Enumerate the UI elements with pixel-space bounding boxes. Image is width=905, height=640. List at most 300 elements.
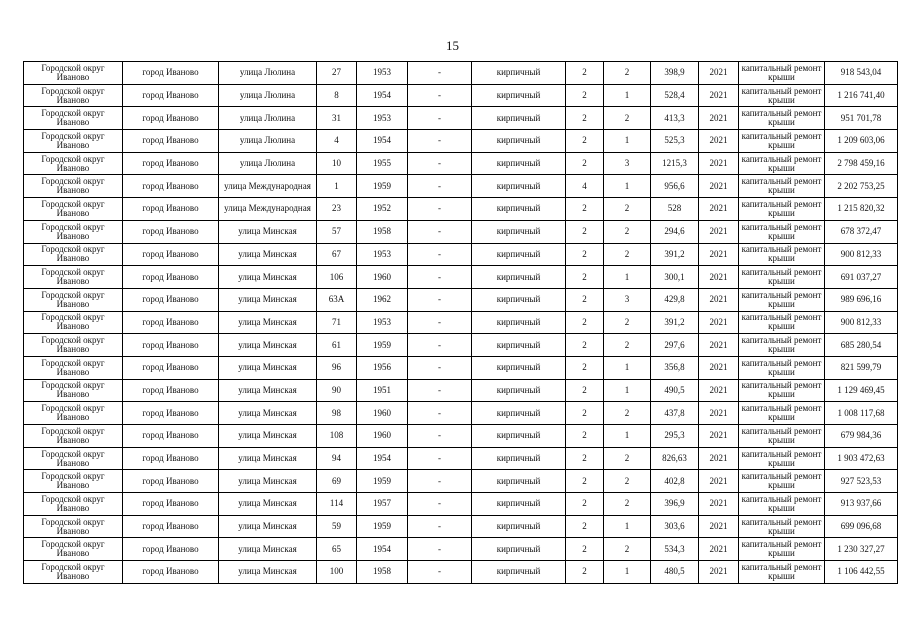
entrances-cell: 1	[604, 175, 651, 198]
empty-marker-cell: -	[408, 288, 472, 311]
street-cell: улица Люлина	[219, 62, 317, 85]
wall-material-cell: кирпичный	[472, 311, 566, 334]
plan-year-cell: 2021	[699, 561, 739, 584]
municipality-cell: Городской округ Иваново	[24, 62, 123, 85]
plan-year-cell: 2021	[699, 220, 739, 243]
floors-cell: 2	[566, 425, 604, 448]
empty-marker-cell: -	[408, 198, 472, 221]
street-cell: улица Люлина	[219, 152, 317, 175]
house-number-cell: 114	[317, 493, 357, 516]
build-year-cell: 1957	[357, 493, 408, 516]
work-type-cell: капитальный ремонт крыши	[739, 561, 825, 584]
table-row	[24, 175, 898, 198]
city-cell: город Иваново	[123, 561, 219, 584]
entrances-cell: 3	[604, 152, 651, 175]
work-type-cell: капитальный ремонт крыши	[739, 334, 825, 357]
cost-cell: 951 701,78	[825, 107, 898, 130]
municipality-cell: Городской округ Иваново	[24, 334, 123, 357]
floors-cell: 2	[566, 561, 604, 584]
table-row	[24, 243, 898, 266]
street-cell: улица Минская	[219, 356, 317, 379]
floors-cell: 2	[566, 220, 604, 243]
build-year-cell: 1962	[357, 288, 408, 311]
floors-cell: 2	[566, 538, 604, 561]
build-year-cell: 1959	[357, 470, 408, 493]
city-cell: город Иваново	[123, 538, 219, 561]
plan-year-cell: 2021	[699, 266, 739, 289]
cost-cell: 1 230 327,27	[825, 538, 898, 561]
street-cell: улица Международная	[219, 198, 317, 221]
area-cell: 490,5	[651, 379, 699, 402]
entrances-cell: 2	[604, 334, 651, 357]
cost-cell: 913 937,66	[825, 493, 898, 516]
cost-cell: 2 798 459,16	[825, 152, 898, 175]
table-row	[24, 515, 898, 538]
build-year-cell: 1954	[357, 130, 408, 153]
house-number-cell: 65	[317, 538, 357, 561]
cost-cell: 679 984,36	[825, 425, 898, 448]
wall-material-cell: кирпичный	[472, 243, 566, 266]
floors-cell: 2	[566, 379, 604, 402]
build-year-cell: 1959	[357, 334, 408, 357]
work-type-cell: капитальный ремонт крыши	[739, 311, 825, 334]
house-number-cell: 23	[317, 198, 357, 221]
table-row	[24, 334, 898, 357]
area-cell: 429,8	[651, 288, 699, 311]
build-year-cell: 1959	[357, 175, 408, 198]
cost-cell: 821 599,79	[825, 356, 898, 379]
municipality-cell: Городской округ Иваново	[24, 561, 123, 584]
wall-material-cell: кирпичный	[472, 198, 566, 221]
work-type-cell: капитальный ремонт крыши	[739, 447, 825, 470]
street-cell: улица Минская	[219, 266, 317, 289]
table-row	[24, 220, 898, 243]
empty-marker-cell: -	[408, 62, 472, 85]
area-cell: 356,8	[651, 356, 699, 379]
street-cell: улица Минская	[219, 220, 317, 243]
area-cell: 826,63	[651, 447, 699, 470]
empty-marker-cell: -	[408, 311, 472, 334]
street-cell: улица Минская	[219, 470, 317, 493]
street-cell: улица Минская	[219, 515, 317, 538]
house-number-cell: 96	[317, 356, 357, 379]
wall-material-cell: кирпичный	[472, 425, 566, 448]
empty-marker-cell: -	[408, 220, 472, 243]
cost-cell: 699 096,68	[825, 515, 898, 538]
municipality-cell: Городской округ Иваново	[24, 425, 123, 448]
street-cell: улица Минская	[219, 288, 317, 311]
street-cell: улица Минская	[219, 425, 317, 448]
cost-cell: 1 903 472,63	[825, 447, 898, 470]
entrances-cell: 2	[604, 107, 651, 130]
work-type-cell: капитальный ремонт крыши	[739, 425, 825, 448]
entrances-cell: 2	[604, 243, 651, 266]
city-cell: город Иваново	[123, 356, 219, 379]
street-cell: улица Минская	[219, 402, 317, 425]
plan-year-cell: 2021	[699, 243, 739, 266]
entrances-cell: 2	[604, 538, 651, 561]
municipality-cell: Городской округ Иваново	[24, 447, 123, 470]
municipality-cell: Городской округ Иваново	[24, 288, 123, 311]
area-cell: 437,8	[651, 402, 699, 425]
wall-material-cell: кирпичный	[472, 402, 566, 425]
entrances-cell: 1	[604, 561, 651, 584]
street-cell: улица Минская	[219, 311, 317, 334]
entrances-cell: 1	[604, 515, 651, 538]
street-cell: улица Международная	[219, 175, 317, 198]
street-cell: улица Минская	[219, 561, 317, 584]
empty-marker-cell: -	[408, 84, 472, 107]
empty-marker-cell: -	[408, 425, 472, 448]
build-year-cell: 1953	[357, 62, 408, 85]
street-cell: улица Минская	[219, 334, 317, 357]
empty-marker-cell: -	[408, 447, 472, 470]
build-year-cell: 1959	[357, 515, 408, 538]
street-cell: улица Люлина	[219, 84, 317, 107]
city-cell: город Иваново	[123, 334, 219, 357]
house-number-cell: 27	[317, 62, 357, 85]
area-cell: 398,9	[651, 62, 699, 85]
area-cell: 391,2	[651, 243, 699, 266]
table-row	[24, 266, 898, 289]
floors-cell: 2	[566, 493, 604, 516]
house-number-cell: 4	[317, 130, 357, 153]
area-cell: 1215,3	[651, 152, 699, 175]
table-row	[24, 84, 898, 107]
wall-material-cell: кирпичный	[472, 334, 566, 357]
building-registry-table	[23, 61, 898, 584]
plan-year-cell: 2021	[699, 311, 739, 334]
wall-material-cell: кирпичный	[472, 130, 566, 153]
entrances-cell: 3	[604, 288, 651, 311]
house-number-cell: 8	[317, 84, 357, 107]
cost-cell: 685 280,54	[825, 334, 898, 357]
build-year-cell: 1952	[357, 198, 408, 221]
street-cell: улица Люлина	[219, 107, 317, 130]
work-type-cell: капитальный ремонт крыши	[739, 470, 825, 493]
table-row	[24, 470, 898, 493]
municipality-cell: Городской округ Иваново	[24, 356, 123, 379]
wall-material-cell: кирпичный	[472, 220, 566, 243]
wall-material-cell: кирпичный	[472, 538, 566, 561]
empty-marker-cell: -	[408, 493, 472, 516]
house-number-cell: 108	[317, 425, 357, 448]
municipality-cell: Городской округ Иваново	[24, 493, 123, 516]
street-cell: улица Минская	[219, 447, 317, 470]
plan-year-cell: 2021	[699, 538, 739, 561]
empty-marker-cell: -	[408, 152, 472, 175]
floors-cell: 2	[566, 243, 604, 266]
wall-material-cell: кирпичный	[472, 515, 566, 538]
build-year-cell: 1960	[357, 266, 408, 289]
entrances-cell: 2	[604, 311, 651, 334]
floors-cell: 4	[566, 175, 604, 198]
city-cell: город Иваново	[123, 379, 219, 402]
entrances-cell: 1	[604, 379, 651, 402]
work-type-cell: капитальный ремонт крыши	[739, 84, 825, 107]
area-cell: 413,3	[651, 107, 699, 130]
city-cell: город Иваново	[123, 130, 219, 153]
cost-cell: 678 372,47	[825, 220, 898, 243]
city-cell: город Иваново	[123, 243, 219, 266]
floors-cell: 2	[566, 288, 604, 311]
house-number-cell: 69	[317, 470, 357, 493]
empty-marker-cell: -	[408, 356, 472, 379]
work-type-cell: капитальный ремонт крыши	[739, 243, 825, 266]
table-row	[24, 402, 898, 425]
table-row	[24, 62, 898, 85]
municipality-cell: Городской округ Иваново	[24, 130, 123, 153]
floors-cell: 2	[566, 198, 604, 221]
house-number-cell: 98	[317, 402, 357, 425]
entrances-cell: 2	[604, 62, 651, 85]
floors-cell: 2	[566, 107, 604, 130]
table-row	[24, 152, 898, 175]
entrances-cell: 1	[604, 425, 651, 448]
area-cell: 528,4	[651, 84, 699, 107]
work-type-cell: капитальный ремонт крыши	[739, 266, 825, 289]
build-year-cell: 1958	[357, 220, 408, 243]
cost-cell: 927 523,53	[825, 470, 898, 493]
build-year-cell: 1960	[357, 402, 408, 425]
entrances-cell: 2	[604, 470, 651, 493]
entrances-cell: 2	[604, 198, 651, 221]
area-cell: 396,9	[651, 493, 699, 516]
build-year-cell: 1960	[357, 425, 408, 448]
area-cell: 295,3	[651, 425, 699, 448]
cost-cell: 1 106 442,55	[825, 561, 898, 584]
empty-marker-cell: -	[408, 334, 472, 357]
build-year-cell: 1953	[357, 243, 408, 266]
area-cell: 294,6	[651, 220, 699, 243]
floors-cell: 2	[566, 334, 604, 357]
empty-marker-cell: -	[408, 561, 472, 584]
area-cell: 525,3	[651, 130, 699, 153]
wall-material-cell: кирпичный	[472, 175, 566, 198]
floors-cell: 2	[566, 266, 604, 289]
house-number-cell: 57	[317, 220, 357, 243]
area-cell: 480,5	[651, 561, 699, 584]
house-number-cell: 71	[317, 311, 357, 334]
entrances-cell: 2	[604, 220, 651, 243]
municipality-cell: Городской округ Иваново	[24, 107, 123, 130]
wall-material-cell: кирпичный	[472, 62, 566, 85]
wall-material-cell: кирпичный	[472, 561, 566, 584]
build-year-cell: 1951	[357, 379, 408, 402]
house-number-cell: 61	[317, 334, 357, 357]
cost-cell: 2 202 753,25	[825, 175, 898, 198]
municipality-cell: Городской округ Иваново	[24, 220, 123, 243]
floors-cell: 2	[566, 402, 604, 425]
entrances-cell: 2	[604, 402, 651, 425]
plan-year-cell: 2021	[699, 107, 739, 130]
municipality-cell: Городской округ Иваново	[24, 152, 123, 175]
municipality-cell: Городской округ Иваново	[24, 198, 123, 221]
city-cell: город Иваново	[123, 515, 219, 538]
municipality-cell: Городской округ Иваново	[24, 470, 123, 493]
city-cell: город Иваново	[123, 84, 219, 107]
work-type-cell: капитальный ремонт крыши	[739, 130, 825, 153]
municipality-cell: Городской округ Иваново	[24, 379, 123, 402]
build-year-cell: 1954	[357, 84, 408, 107]
street-cell: улица Люлина	[219, 130, 317, 153]
work-type-cell: капитальный ремонт крыши	[739, 107, 825, 130]
plan-year-cell: 2021	[699, 425, 739, 448]
plan-year-cell: 2021	[699, 152, 739, 175]
table-row	[24, 561, 898, 584]
street-cell: улица Минская	[219, 243, 317, 266]
floors-cell: 2	[566, 515, 604, 538]
entrances-cell: 1	[604, 130, 651, 153]
work-type-cell: капитальный ремонт крыши	[739, 379, 825, 402]
wall-material-cell: кирпичный	[472, 493, 566, 516]
plan-year-cell: 2021	[699, 402, 739, 425]
cost-cell: 1 008 117,68	[825, 402, 898, 425]
empty-marker-cell: -	[408, 266, 472, 289]
table-row	[24, 493, 898, 516]
work-type-cell: капитальный ремонт крыши	[739, 62, 825, 85]
cost-cell: 1 209 603,06	[825, 130, 898, 153]
cost-cell: 918 543,04	[825, 62, 898, 85]
work-type-cell: капитальный ремонт крыши	[739, 356, 825, 379]
city-cell: город Иваново	[123, 402, 219, 425]
empty-marker-cell: -	[408, 470, 472, 493]
municipality-cell: Городской округ Иваново	[24, 243, 123, 266]
empty-marker-cell: -	[408, 538, 472, 561]
table-row	[24, 130, 898, 153]
wall-material-cell: кирпичный	[472, 107, 566, 130]
empty-marker-cell: -	[408, 130, 472, 153]
table-row	[24, 198, 898, 221]
cost-cell: 900 812,33	[825, 311, 898, 334]
entrances-cell: 2	[604, 493, 651, 516]
plan-year-cell: 2021	[699, 334, 739, 357]
work-type-cell: капитальный ремонт крыши	[739, 175, 825, 198]
area-cell: 303,6	[651, 515, 699, 538]
plan-year-cell: 2021	[699, 175, 739, 198]
table-row	[24, 538, 898, 561]
wall-material-cell: кирпичный	[472, 152, 566, 175]
table-row	[24, 107, 898, 130]
municipality-cell: Городской округ Иваново	[24, 402, 123, 425]
build-year-cell: 1954	[357, 538, 408, 561]
entrances-cell: 2	[604, 447, 651, 470]
empty-marker-cell: -	[408, 515, 472, 538]
area-cell: 534,3	[651, 538, 699, 561]
municipality-cell: Городской округ Иваново	[24, 311, 123, 334]
house-number-cell: 63А	[317, 288, 357, 311]
empty-marker-cell: -	[408, 243, 472, 266]
cost-cell: 1 216 741,40	[825, 84, 898, 107]
plan-year-cell: 2021	[699, 379, 739, 402]
city-cell: город Иваново	[123, 62, 219, 85]
area-cell: 297,6	[651, 334, 699, 357]
work-type-cell: капитальный ремонт крыши	[739, 288, 825, 311]
street-cell: улица Минская	[219, 379, 317, 402]
house-number-cell: 59	[317, 515, 357, 538]
build-year-cell: 1953	[357, 311, 408, 334]
wall-material-cell: кирпичный	[472, 84, 566, 107]
plan-year-cell: 2021	[699, 288, 739, 311]
floors-cell: 2	[566, 311, 604, 334]
cost-cell: 691 037,27	[825, 266, 898, 289]
work-type-cell: капитальный ремонт крыши	[739, 152, 825, 175]
wall-material-cell: кирпичный	[472, 379, 566, 402]
build-year-cell: 1956	[357, 356, 408, 379]
page-number: 15	[446, 38, 459, 53]
area-cell: 402,8	[651, 470, 699, 493]
plan-year-cell: 2021	[699, 356, 739, 379]
city-cell: город Иваново	[123, 425, 219, 448]
house-number-cell: 10	[317, 152, 357, 175]
work-type-cell: капитальный ремонт крыши	[739, 220, 825, 243]
wall-material-cell: кирпичный	[472, 288, 566, 311]
city-cell: город Иваново	[123, 220, 219, 243]
municipality-cell: Городской округ Иваново	[24, 538, 123, 561]
floors-cell: 2	[566, 84, 604, 107]
floors-cell: 2	[566, 130, 604, 153]
wall-material-cell: кирпичный	[472, 356, 566, 379]
empty-marker-cell: -	[408, 379, 472, 402]
plan-year-cell: 2021	[699, 62, 739, 85]
table-row	[24, 356, 898, 379]
plan-year-cell: 2021	[699, 130, 739, 153]
municipality-cell: Городской округ Иваново	[24, 515, 123, 538]
cost-cell: 1 215 820,32	[825, 198, 898, 221]
floors-cell: 2	[566, 152, 604, 175]
city-cell: город Иваново	[123, 288, 219, 311]
wall-material-cell: кирпичный	[472, 447, 566, 470]
entrances-cell: 1	[604, 356, 651, 379]
table-row	[24, 288, 898, 311]
area-cell: 528	[651, 198, 699, 221]
table-row	[24, 311, 898, 334]
build-year-cell: 1953	[357, 107, 408, 130]
house-number-cell: 90	[317, 379, 357, 402]
city-cell: город Иваново	[123, 175, 219, 198]
table-row	[24, 379, 898, 402]
city-cell: город Иваново	[123, 107, 219, 130]
plan-year-cell: 2021	[699, 447, 739, 470]
plan-year-cell: 2021	[699, 515, 739, 538]
city-cell: город Иваново	[123, 311, 219, 334]
area-cell: 300,1	[651, 266, 699, 289]
house-number-cell: 100	[317, 561, 357, 584]
city-cell: город Иваново	[123, 266, 219, 289]
house-number-cell: 1	[317, 175, 357, 198]
plan-year-cell: 2021	[699, 470, 739, 493]
cost-cell: 900 812,33	[825, 243, 898, 266]
area-cell: 391,2	[651, 311, 699, 334]
floors-cell: 2	[566, 470, 604, 493]
plan-year-cell: 2021	[699, 84, 739, 107]
work-type-cell: капитальный ремонт крыши	[739, 515, 825, 538]
cost-cell: 989 696,16	[825, 288, 898, 311]
floors-cell: 2	[566, 356, 604, 379]
entrances-cell: 1	[604, 84, 651, 107]
empty-marker-cell: -	[408, 107, 472, 130]
floors-cell: 2	[566, 447, 604, 470]
area-cell: 956,6	[651, 175, 699, 198]
house-number-cell: 106	[317, 266, 357, 289]
table-row	[24, 447, 898, 470]
city-cell: город Иваново	[123, 470, 219, 493]
municipality-cell: Городской округ Иваново	[24, 84, 123, 107]
house-number-cell: 67	[317, 243, 357, 266]
table-row	[24, 425, 898, 448]
city-cell: город Иваново	[123, 198, 219, 221]
floors-cell: 2	[566, 62, 604, 85]
